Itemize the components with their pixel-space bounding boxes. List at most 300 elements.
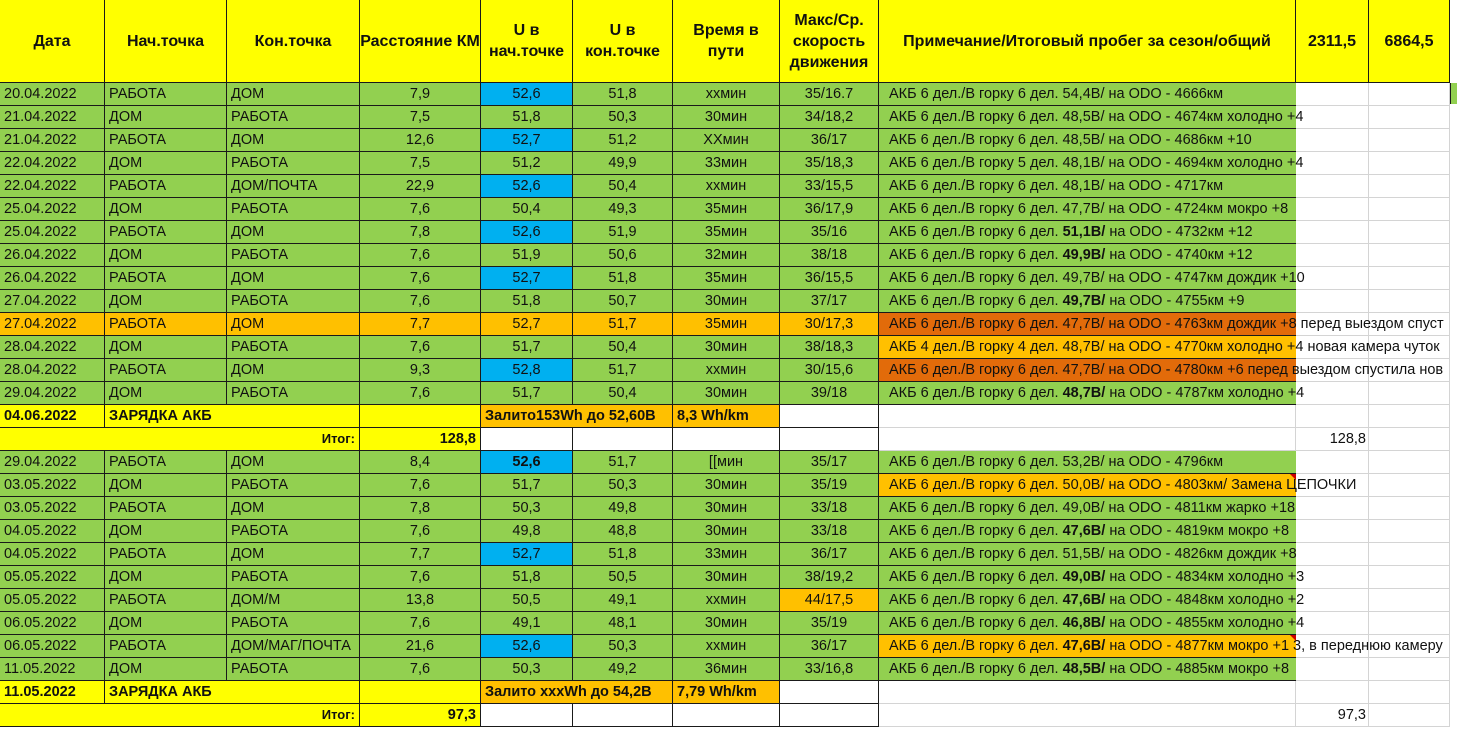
cell-travel-time[interactable]: 35мин (673, 313, 780, 336)
table-row (0, 612, 1457, 635)
cell-travel-time[interactable]: 33мин (673, 543, 780, 566)
table-row (0, 106, 1457, 129)
cell-u-end[interactable]: 50,4 (573, 175, 673, 198)
cell-note (879, 313, 1457, 336)
note-text: АКБ 6 дел./В горку 6 дел. (889, 592, 1063, 608)
cell-end-point[interactable]: ДОМ (227, 359, 360, 382)
cell-speed[interactable]: 35/19 (780, 474, 879, 497)
cell-u-end[interactable]: 51,8 (573, 543, 673, 566)
note-overflow: +4 (1283, 385, 1305, 401)
cell-charge-date[interactable]: 11.05.2022 (0, 681, 105, 704)
cell-travel-time[interactable]: 35мин (673, 198, 780, 221)
header-total-season[interactable]: 2311,5 (1296, 0, 1369, 83)
cell-distance[interactable]: 13,8 (360, 589, 481, 612)
cell-u-end[interactable]: 50,3 (573, 635, 673, 658)
cell-total-label[interactable]: Итог: (0, 704, 360, 727)
cell-travel-time[interactable]: ХХмин (673, 129, 780, 152)
empty-cell[interactable] (1296, 681, 1369, 704)
empty-cell[interactable] (481, 428, 573, 451)
cell-distance[interactable]: 7,6 (360, 198, 481, 221)
cell-distance[interactable]: 7,6 (360, 336, 481, 359)
cell-speed[interactable]: 34/18,2 (780, 106, 879, 129)
cell-speed[interactable]: 36/17 (780, 129, 879, 152)
cell-date[interactable]: 28.04.2022 (0, 336, 105, 359)
cell-end-point[interactable]: РАБОТА (227, 106, 360, 129)
cell-end-point[interactable]: РАБОТА (227, 290, 360, 313)
empty-cell[interactable] (1369, 681, 1450, 704)
cell-start-point[interactable]: РАБОТА (105, 497, 227, 520)
note-voltage: 51,1В/ (1062, 224, 1106, 240)
cell-date[interactable]: 21.04.2022 (0, 129, 105, 152)
cell-start-point[interactable]: ДОМ (105, 244, 227, 267)
cell-distance[interactable]: 8,4 (360, 451, 481, 474)
cell-date[interactable]: 05.05.2022 (0, 589, 105, 612)
cell-speed[interactable]: 44/17,5 (780, 589, 879, 612)
table-row (0, 175, 1457, 198)
header-date[interactable]: Дата (0, 0, 105, 83)
cell-u-end[interactable]: 51,7 (573, 451, 673, 474)
cell-note (879, 566, 1457, 589)
cell-u-end[interactable]: 50,7 (573, 290, 673, 313)
cell-distance[interactable]: 7,6 (360, 612, 481, 635)
cell-date[interactable]: 06.05.2022 (0, 612, 105, 635)
cell-speed[interactable]: 35/16.7 (780, 83, 879, 106)
cell-charge-date[interactable]: 04.06.2022 (0, 405, 105, 428)
header-travel-time[interactable]: Время в пути (673, 0, 780, 83)
cell-u-start[interactable]: 52,6 (481, 221, 573, 244)
cell-travel-time[interactable]: 32мин (673, 244, 780, 267)
note-text-rest: на ODO - 4787км холодно (1105, 385, 1284, 401)
cell-start-point[interactable]: ДОМ (105, 382, 227, 405)
cell-end-point[interactable]: РАБОТА (227, 336, 360, 359)
cell-u-start[interactable]: 52,6 (481, 635, 573, 658)
cell-date[interactable]: 04.05.2022 (0, 543, 105, 566)
cell-end-point[interactable]: ДОМ (227, 129, 360, 152)
note-text-rest: на ODO - 4885км мокро (1105, 661, 1269, 677)
cell-u-start[interactable]: 52,7 (481, 543, 573, 566)
note-overflow: +4 (1282, 155, 1304, 171)
cell-start-point[interactable]: РАБОТА (105, 589, 227, 612)
cell-date[interactable]: 06.05.2022 (0, 635, 105, 658)
cell-u-end[interactable]: 50,3 (573, 106, 673, 129)
cell-travel-time[interactable]: 36мин (673, 658, 780, 681)
cell-u-start[interactable]: 49,8 (481, 520, 573, 543)
cell-distance[interactable]: 7,8 (360, 497, 481, 520)
cell-u-end[interactable]: 50,3 (573, 474, 673, 497)
table-row (0, 543, 1457, 566)
cell-charge-rate[interactable]: 8,3 Wh/km (673, 405, 780, 428)
cell-travel-time[interactable]: ххмин (673, 589, 780, 612)
header-distance[interactable]: Расстояние КМ (360, 0, 481, 83)
cell-distance[interactable]: 9,3 (360, 359, 481, 382)
cell-u-start[interactable]: 50,3 (481, 497, 573, 520)
cell-speed[interactable]: 35/19 (780, 612, 879, 635)
empty-cell[interactable] (573, 704, 673, 727)
note-text: АКБ 6 дел./В горку 6 дел. 49,7В/ на ODO - 4747км дождик (889, 270, 1277, 286)
cell-speed[interactable]: 30/17,3 (780, 313, 879, 336)
note-overflow: +8 (1267, 201, 1289, 217)
cell-date[interactable]: 25.04.2022 (0, 198, 105, 221)
note-voltage: 48,5В/ (1062, 661, 1106, 677)
header-total-all[interactable]: 6864,5 (1369, 0, 1450, 83)
table-row (0, 83, 1457, 106)
cell-speed[interactable]: 33/18 (780, 520, 879, 543)
table-row (0, 520, 1457, 543)
cell-total-value[interactable]: 97,3 (360, 704, 481, 727)
cell-note (879, 152, 1457, 175)
cell-speed[interactable]: 36/17 (780, 543, 879, 566)
cell-start-point[interactable]: РАБОТА (105, 129, 227, 152)
cell-travel-time[interactable]: 33мин (673, 152, 780, 175)
note-text: АКБ 6 дел./В горку 6 дел. (889, 569, 1063, 585)
cell-end-point[interactable]: РАБОТА (227, 520, 360, 543)
empty-cell[interactable] (1369, 405, 1450, 428)
cell-speed[interactable]: 35/17 (780, 451, 879, 474)
cell-distance[interactable]: 7,6 (360, 474, 481, 497)
table-row (0, 474, 1457, 497)
cell-charge-label[interactable]: ЗАРЯДКА АКБ (105, 405, 360, 428)
cell-travel-time[interactable]: 30мин (673, 382, 780, 405)
cell-travel-time[interactable]: 35мин (673, 221, 780, 244)
cell-distance[interactable]: 7,6 (360, 267, 481, 290)
empty-cell[interactable] (1369, 704, 1450, 727)
cell-charge-filled[interactable]: Залито153Wh до 52,60В (481, 405, 673, 428)
note-text: АКБ 6 дел./В горку 6 дел. 51,5В/ на ODO - 4826км дождик (889, 546, 1277, 562)
cell-u-start[interactable]: 52,7 (481, 313, 573, 336)
cell-end-point[interactable]: ДОМ/МАГ/ПОЧТА (227, 635, 360, 658)
note-overflow: +10 (1276, 270, 1305, 286)
empty-cell[interactable] (780, 704, 879, 727)
cell-distance[interactable]: 7,6 (360, 566, 481, 589)
cell-u-end[interactable]: 50,4 (573, 336, 673, 359)
cell-u-start[interactable]: 49,1 (481, 612, 573, 635)
cell-speed[interactable]: 33/16,8 (780, 658, 879, 681)
cell-start-point[interactable]: ДОМ (105, 612, 227, 635)
cell-start-point[interactable]: ДОМ (105, 336, 227, 359)
header-speed[interactable]: Макс/Ср. скорость движения (780, 0, 879, 83)
cell-u-end[interactable]: 51,9 (573, 221, 673, 244)
cell-u-end[interactable]: 48,1 (573, 612, 673, 635)
cell-start-point[interactable]: РАБОТА (105, 175, 227, 198)
cell-distance[interactable]: 7,6 (360, 382, 481, 405)
charge-row (0, 405, 1457, 428)
cell-start-point[interactable]: ДОМ (105, 152, 227, 175)
cell-date[interactable]: 22.04.2022 (0, 175, 105, 198)
cell-end-point[interactable]: РАБОТА (227, 244, 360, 267)
cell-distance[interactable]: 7,7 (360, 313, 481, 336)
cell-distance[interactable]: 7,6 (360, 520, 481, 543)
cell-note (879, 129, 1457, 152)
cell-note (879, 175, 1457, 198)
cell-distance[interactable]: 7,8 (360, 221, 481, 244)
cell-end-point[interactable]: ДОМ (227, 83, 360, 106)
cell-date[interactable]: 03.05.2022 (0, 497, 105, 520)
header-start-point[interactable]: Нач.точка (105, 0, 227, 83)
cell-travel-time[interactable]: 30мин (673, 520, 780, 543)
cell-start-point[interactable]: РАБОТА (105, 313, 227, 336)
cell-date[interactable]: 21.04.2022 (0, 106, 105, 129)
note-text: АКБ 6 дел./В горку 6 дел. 53,2В/ на ODO - 4796км (889, 454, 1224, 470)
empty-cell[interactable] (481, 704, 573, 727)
cell-u-start[interactable]: 51,9 (481, 244, 573, 267)
note-text-rest: на ODO - 4819км мокро (1105, 523, 1269, 539)
cell-speed[interactable]: 37/17 (780, 290, 879, 313)
cell-u-end[interactable]: 49,3 (573, 198, 673, 221)
cell-u-start[interactable]: 51,7 (481, 336, 573, 359)
cell-u-end[interactable]: 51,8 (573, 83, 673, 106)
cell-u-end[interactable]: 49,8 (573, 497, 673, 520)
cell-speed[interactable]: 38/19,2 (780, 566, 879, 589)
cell-speed[interactable]: 30/15,6 (780, 359, 879, 382)
cell-date[interactable]: 28.04.2022 (0, 359, 105, 382)
cell-u-start[interactable]: 51,8 (481, 290, 573, 313)
table-row (0, 198, 1457, 221)
cell-u-end[interactable]: 51,8 (573, 267, 673, 290)
cell-speed[interactable]: 36/17,9 (780, 198, 879, 221)
cell-start-point[interactable]: ДОМ (105, 106, 227, 129)
table-row (0, 290, 1457, 313)
note-text: АКБ 6 дел./В горку 6 дел. 54,4В/ на ODO - 4666км (889, 86, 1224, 102)
header-u-end[interactable]: U в кон.точке (573, 0, 673, 83)
note-text: АКБ 6 дел./В горку 6 дел. (889, 615, 1063, 631)
cell-u-end[interactable]: 51,7 (573, 313, 673, 336)
comment-indicator-icon[interactable] (1290, 635, 1296, 641)
note-voltage: 48,7В/ (1062, 385, 1106, 401)
cell-date[interactable]: 27.04.2022 (0, 313, 105, 336)
cell-u-start[interactable]: 51,7 (481, 474, 573, 497)
cell-speed[interactable]: 33/15,5 (780, 175, 879, 198)
cell-total-value[interactable]: 128,8 (360, 428, 481, 451)
cell-travel-time[interactable]: ххмин (673, 83, 780, 106)
cell-start-point[interactable]: РАБОТА (105, 635, 227, 658)
header-u-start[interactable]: U в нач.точке (481, 0, 573, 83)
cell-end-point[interactable]: ДОМ (227, 543, 360, 566)
note-text-rest: на ODO - 4877км мокро +1 (1105, 638, 1290, 654)
cell-u-start[interactable]: 50,5 (481, 589, 573, 612)
cell-date[interactable]: 11.05.2022 (0, 658, 105, 681)
charge-row (0, 681, 1457, 704)
cell-u-end[interactable]: 51,2 (573, 129, 673, 152)
cell-date[interactable]: 29.04.2022 (0, 382, 105, 405)
cell-u-start[interactable]: 51,2 (481, 152, 573, 175)
cell-distance[interactable]: 7,9 (360, 83, 481, 106)
cell-u-start[interactable]: 52,6 (481, 451, 573, 474)
empty-cell[interactable] (360, 681, 481, 704)
cell-u-end[interactable]: 48,8 (573, 520, 673, 543)
cell-date[interactable]: 20.04.2022 (0, 83, 105, 106)
cell-date[interactable]: 26.04.2022 (0, 267, 105, 290)
cell-total-label[interactable]: Итог: (0, 428, 360, 451)
cell-end-point[interactable]: ДОМ/М (227, 589, 360, 612)
header-note[interactable]: Примечание/Итоговый пробег за сезон/общий (879, 0, 1296, 83)
cell-distance[interactable]: 12,6 (360, 129, 481, 152)
cell-travel-time[interactable]: 30мин (673, 566, 780, 589)
cell-date[interactable]: 27.04.2022 (0, 290, 105, 313)
cell-distance[interactable]: 7,6 (360, 244, 481, 267)
cell-date[interactable]: 29.04.2022 (0, 451, 105, 474)
note-overflow: +8 перед выездом спуст (1276, 316, 1444, 332)
empty-cell[interactable] (780, 681, 879, 704)
empty-cell[interactable] (879, 681, 1296, 704)
cell-travel-time[interactable]: 30мин (673, 106, 780, 129)
total-row (0, 704, 1457, 727)
note-voltage: 47,6В/ (1062, 592, 1106, 608)
cell-u-start[interactable]: 52,7 (481, 267, 573, 290)
cell-u-start[interactable]: 51,8 (481, 106, 573, 129)
empty-cell[interactable] (1369, 428, 1450, 451)
cell-u-end[interactable]: 49,2 (573, 658, 673, 681)
empty-cell[interactable] (1296, 405, 1369, 428)
cell-total-right[interactable]: 97,3 (1296, 704, 1369, 727)
cell-start-point[interactable]: РАБОТА (105, 221, 227, 244)
cell-note (879, 382, 1457, 405)
cell-start-point[interactable]: ДОМ (105, 520, 227, 543)
cell-travel-time[interactable]: 30мин (673, 290, 780, 313)
cell-speed[interactable]: 36/17 (780, 635, 879, 658)
cell-travel-time[interactable]: [[мин (673, 451, 780, 474)
cell-end-point[interactable]: ДОМ (227, 451, 360, 474)
cell-end-point[interactable]: РАБОТА (227, 612, 360, 635)
cell-start-point[interactable]: РАБОТА (105, 359, 227, 382)
table-row (0, 336, 1457, 359)
cell-date[interactable]: 22.04.2022 (0, 152, 105, 175)
cell-speed[interactable]: 33/18 (780, 497, 879, 520)
note-voltage: 47,6В/ (1062, 638, 1106, 654)
cell-start-point[interactable]: ДОМ (105, 474, 227, 497)
cell-travel-time[interactable]: 30мин (673, 336, 780, 359)
cell-u-start[interactable]: 52,6 (481, 175, 573, 198)
cell-charge-filled[interactable]: Залито xxxWh до 54,2В (481, 681, 673, 704)
cell-travel-time[interactable]: ххмин (673, 175, 780, 198)
cell-speed[interactable]: 38/18 (780, 244, 879, 267)
cell-start-point[interactable]: ДОМ (105, 566, 227, 589)
empty-cell[interactable] (360, 405, 481, 428)
cell-speed[interactable]: 39/18 (780, 382, 879, 405)
total-row (0, 428, 1457, 451)
note-text: АКБ 6 дел./В горку 6 дел. 50,0В/ на ODO - 4803км/ Замена (889, 477, 1283, 493)
cell-note (879, 106, 1457, 129)
cell-travel-time[interactable]: ххмин (673, 359, 780, 382)
cell-u-end[interactable]: 51,7 (573, 359, 673, 382)
cell-distance[interactable]: 7,5 (360, 106, 481, 129)
cell-start-point[interactable]: ДОМ (105, 658, 227, 681)
cell-date[interactable]: 05.05.2022 (0, 566, 105, 589)
cell-travel-time[interactable]: 30мин (673, 497, 780, 520)
note-voltage: 46,8В/ (1062, 615, 1106, 631)
note-voltage: 49,7В/ (1062, 293, 1106, 309)
cell-distance[interactable]: 22,9 (360, 175, 481, 198)
empty-cell[interactable] (879, 704, 1296, 727)
empty-cell[interactable] (673, 428, 780, 451)
note-overflow: +2 (1283, 592, 1305, 608)
cell-end-point[interactable]: ДОМ (227, 267, 360, 290)
cell-distance[interactable]: 7,5 (360, 152, 481, 175)
cell-start-point[interactable]: РАБОТА (105, 83, 227, 106)
note-text: АКБ 6 дел./В горку 6 дел. (889, 385, 1063, 401)
cell-end-point[interactable]: ДОМ/ПОЧТА (227, 175, 360, 198)
cell-u-end[interactable]: 50,5 (573, 566, 673, 589)
cell-speed[interactable]: 35/18,3 (780, 152, 879, 175)
header-end-point[interactable]: Кон.точка (227, 0, 360, 83)
cell-end-point[interactable]: РАБОТА (227, 152, 360, 175)
note-overflow: +3 (1283, 569, 1305, 585)
cell-u-start[interactable]: 52,7 (481, 129, 573, 152)
cell-distance[interactable]: 7,6 (360, 290, 481, 313)
table-row (0, 658, 1457, 681)
note-overflow: ЦЕПОЧКИ (1282, 477, 1357, 493)
cell-end-point[interactable]: ДОМ (227, 221, 360, 244)
cell-charge-rate[interactable]: 7,79 Wh/km (673, 681, 780, 704)
cell-start-point[interactable]: ДОМ (105, 198, 227, 221)
empty-cell[interactable] (780, 405, 879, 428)
note-text-rest: на ODO - 4755км +9 (1105, 293, 1245, 309)
empty-cell[interactable] (780, 428, 879, 451)
cell-start-point[interactable]: РАБОТА (105, 451, 227, 474)
cell-start-point[interactable]: ДОМ (105, 290, 227, 313)
cell-start-point[interactable]: РАБОТА (105, 543, 227, 566)
cell-speed[interactable]: 36/15,5 (780, 267, 879, 290)
cell-date[interactable]: 03.05.2022 (0, 474, 105, 497)
cell-total-right[interactable]: 128,8 (1296, 428, 1369, 451)
cell-distance[interactable]: 7,7 (360, 543, 481, 566)
cell-travel-time[interactable]: 35мин (673, 267, 780, 290)
cell-date[interactable]: 26.04.2022 (0, 244, 105, 267)
note-text: АКБ 6 дел./В горку 6 дел. (889, 661, 1063, 677)
cell-u-end[interactable]: 49,1 (573, 589, 673, 612)
cell-distance[interactable]: 21,6 (360, 635, 481, 658)
cell-date[interactable]: 04.05.2022 (0, 520, 105, 543)
cell-date[interactable]: 25.04.2022 (0, 221, 105, 244)
cell-travel-time[interactable]: 30мин (673, 612, 780, 635)
cell-end-point[interactable]: ДОМ (227, 497, 360, 520)
comment-indicator-icon[interactable] (1290, 474, 1296, 480)
cell-u-start[interactable]: 50,3 (481, 658, 573, 681)
note-text: АКБ 6 дел./В горку 6 дел. 48,5В/ на ODO - 4686км +10 (889, 132, 1252, 148)
cell-u-start[interactable]: 51,8 (481, 566, 573, 589)
cell-start-point[interactable]: РАБОТА (105, 267, 227, 290)
cell-end-point[interactable]: ДОМ (227, 313, 360, 336)
cell-end-point[interactable]: РАБОТА (227, 566, 360, 589)
cell-u-start[interactable]: 50,4 (481, 198, 573, 221)
cell-distance[interactable]: 7,6 (360, 658, 481, 681)
cell-end-point[interactable]: РАБОТА (227, 474, 360, 497)
cell-end-point[interactable]: РАБОТА (227, 198, 360, 221)
cell-travel-time[interactable]: ххмин (673, 635, 780, 658)
cell-u-end[interactable]: 50,6 (573, 244, 673, 267)
cell-u-end[interactable]: 50,4 (573, 382, 673, 405)
cell-end-point[interactable]: РАБОТА (227, 382, 360, 405)
cell-charge-label[interactable]: ЗАРЯДКА АКБ (105, 681, 360, 704)
cell-note (879, 520, 1457, 543)
cell-u-end[interactable]: 49,9 (573, 152, 673, 175)
cell-u-start[interactable]: 52,6 (481, 83, 573, 106)
empty-cell[interactable] (673, 704, 780, 727)
cell-note (879, 543, 1457, 566)
empty-cell[interactable] (879, 405, 1296, 428)
cell-speed[interactable]: 38/18,3 (780, 336, 879, 359)
table-row (0, 267, 1457, 290)
cell-speed[interactable]: 35/16 (780, 221, 879, 244)
note-overflow: +8 (1276, 546, 1297, 562)
cell-u-start[interactable]: 51,7 (481, 382, 573, 405)
cell-note (879, 267, 1457, 290)
empty-cell[interactable] (879, 428, 1296, 451)
empty-cell[interactable] (573, 428, 673, 451)
cell-u-start[interactable]: 52,8 (481, 359, 573, 382)
note-overflow: +4 (1283, 615, 1305, 631)
cell-travel-time[interactable]: 30мин (673, 474, 780, 497)
cell-end-point[interactable]: РАБОТА (227, 658, 360, 681)
